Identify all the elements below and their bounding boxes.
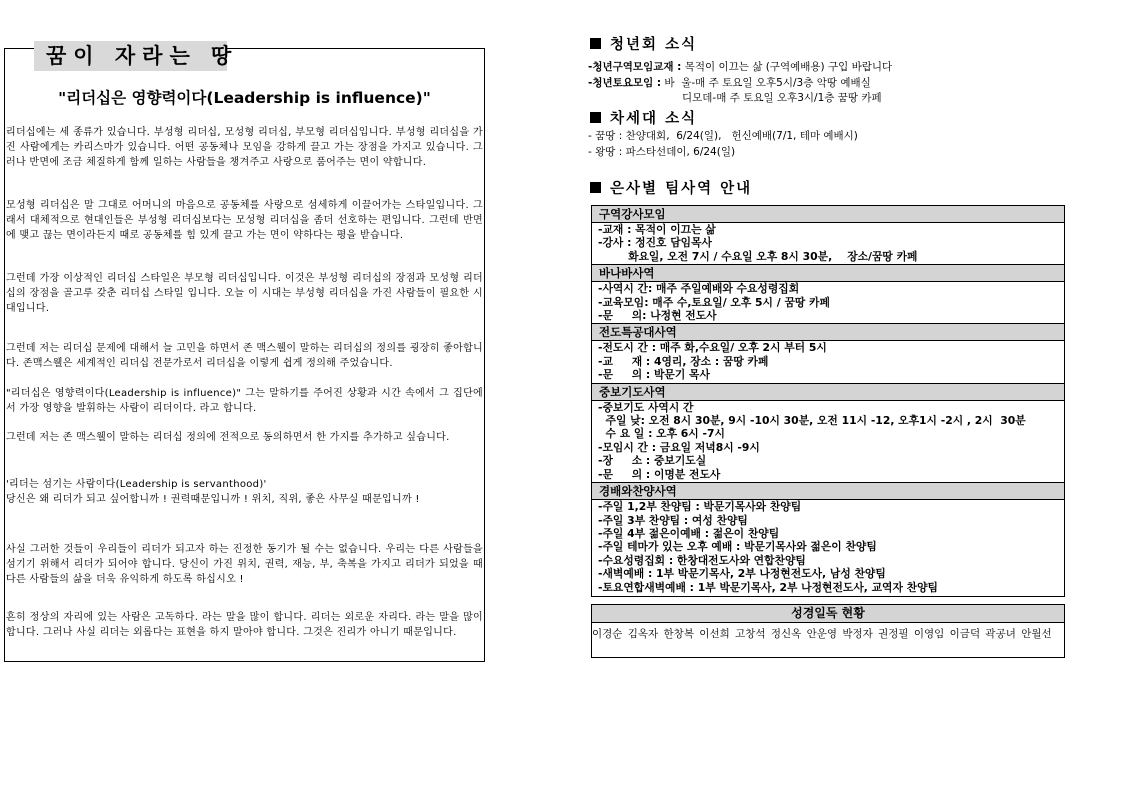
- square-bullet-icon: [590, 38, 601, 49]
- schedule-line: 수 요 일 : 오후 6시 -7시: [598, 427, 725, 441]
- schedule-line: 주일 낮: 오전 8시 30분, 9시 -10시 30분, 오전 11시 -12, 오후1시 -2시 , 2시 30분: [598, 414, 1026, 428]
- paragraph-8: 당신은 왜 리더가 되고 싶어합니까 ! 권력때문입니까 ! 위치, 직위, 좋은 사무실 때문입니까 !: [6, 494, 420, 505]
- section-heading: 바나바사역: [592, 264, 1064, 282]
- paragraph-3: 그런데 가장 이상적인 리더십 스타일은 부모형 리더십입니다. 이것은 부성형 리더십의 장점과 모성형 리더십의 장점을 골고루 갖춘 리더십 스타일 입니다. 오늘 이 시대는 부성형 리더십을 가진 사람들이 필요한 시대입니다.: [6, 273, 483, 314]
- schedule-line: 화요일, 오전 7시 / 수요일 오후 8시 30분, 장소/꿈땅 카페: [598, 249, 918, 263]
- column-title: 꿈이 자라는 땅: [34, 41, 227, 71]
- square-bullet-icon: [590, 112, 601, 123]
- section-heading: 전도특공대사역: [592, 323, 1064, 341]
- youth-news-line: -청년토요모임 : 바 울-매 주 토요일 오후5시/3층 악땅 예배실: [588, 77, 871, 89]
- youth-news-title: 청년회 소식: [590, 33, 697, 54]
- nextgen-news-line: - 왕땅 : 파스타선데이, 6/24(일): [588, 146, 736, 158]
- schedule-line: -주일 1,2부 찬양팀 : 박문기목사와 찬양팀: [598, 500, 802, 514]
- paragraph-1: 리더십에는 세 종류가 있습니다. 부성형 리더십, 모성형 리더십, 부모형 리더십입니다. 부성형 리더십을 가진 사람에게는 카리스마가 있습니다. 어떤 공동체나 모임을 강하게 끌고 가는 장점을 가지고 있습니다. 그러나 반면에 조금 체질하게 함께 일하는 사람들을 챙겨주고 사랑으로 품어주는 면이 약합니다.: [6, 127, 483, 168]
- schedule-line: -토요연합새벽예배 : 1부 박문기목사, 2부 나정현전도사, 교역자 찬양팀: [598, 580, 938, 594]
- schedule-line: -수요성령집회 : 한창대전도사와 연합찬양팀: [598, 553, 806, 567]
- paragraph-9: 사실 그러한 것들이 우리들이 리더가 되고자 하는 진정한 동기가 될 수는 없습니다. 우리는 다른 사람들을 섬기기 위해서 리더가 되어야 합니다. 당신이 가진 위치, 권력, 재능, 부, 축복을 가지고 리더가 되었을 때 다른 사람들의 삶을 더욱 유익하게 하도록 하십시오 !: [6, 544, 483, 585]
- section-heading: 구역강사모임: [592, 206, 1064, 223]
- schedule-line: -중보기도 사역시 간: [598, 400, 694, 414]
- paragraph-2: 모성형 리더십은 말 그대로 어머니의 마음으로 공동체를 사랑으로 섬세하게 이끌어가는 스타일입니다. 그래서 대체적으로 현대인들은 부성형 리더십보다는 모성형 리더십을 좀더 선호하는 편입니다. 그런데 반면에 맺고 끊는 면이라든지 때로 공동체를 힘 있게 끌고 가는 면이 약하다는 평을 받습니다.: [6, 200, 483, 241]
- schedule-line: -사역시 간: 매주 주일예배와 수요성령집회: [598, 282, 800, 296]
- schedule-line: -문 의 : 이명분 전도사: [598, 467, 721, 481]
- schedule-line: -장 소 : 중보기도실: [598, 454, 707, 468]
- paragraph-4: 그런데 저는 리더십 문제에 대해서 늘 고민을 하면서 존 맥스웰이 말하는 리더십의 정의를 굉장히 좋아합니다. 존맥스웰은 세계적인 리더십 전문가로서 리더십을 이렇게 쉽게 정의해 주었습니다.: [6, 343, 483, 369]
- schedule-line: -주일 테마가 있는 오후 예배 : 박문기목사와 젊은이 찬양팀: [598, 540, 877, 554]
- ministry-schedule-box: [591, 205, 1065, 597]
- bible-reading-title: 성경일독 현황: [592, 605, 1064, 623]
- schedule-line: -전도시 간 : 매주 화,수요일/ 오후 2시 부터 5시: [598, 341, 827, 355]
- schedule-line: -새벽예배 : 1부 박문기목사, 2부 나정현전도사, 남성 찬양팀: [598, 567, 886, 581]
- paragraph-10: 흔히 정상의 자리에 있는 사람은 고독하다. 라는 말을 많이 합니다. 리더는 외로운 자리다. 라는 말을 많이 합니다. 그러나 사실 리더는 외롭다는 표현을 하지 말아야 합니다. 그것은 진리가 아니기 때문입니다.: [6, 612, 483, 638]
- schedule-line: -모임시 간 : 금요일 저녁8시 -9시: [598, 440, 760, 454]
- section-heading: 중보기도사역: [592, 383, 1064, 401]
- schedule-line: -교재 : 목적이 이끄는 삶: [598, 223, 716, 236]
- schedule-line: -교육모임: 매주 수,토요일/ 오후 5시 / 꿈땅 카페: [598, 295, 830, 309]
- paragraph-6: 그런데 저는 존 맥스웰이 말하는 리더십 정의에 전적으로 동의하면서 한 가지를 추가하고 싶습니다.: [6, 432, 450, 443]
- article-headline: "리더십은 영향력이다(Leadership is influence)": [58, 89, 431, 107]
- youth-news-line: -청년구역모임교재 : 목적이 이끄는 삶 (구역예배용) 구입 바랍니다: [588, 61, 893, 73]
- square-bullet-icon: [590, 182, 601, 193]
- schedule-line: -문 의: 나정현 전도사: [598, 309, 717, 323]
- schedule-line: -문 의 : 박문기 목사: [598, 368, 710, 382]
- paragraph-7: '리더는 섬기는 사람이다(Leadership is servanthood)': [6, 479, 267, 490]
- schedule-line: -주일 4부 젊은이예배 : 젊은이 찬양팀: [598, 526, 780, 540]
- section-heading: 경배와찬양사역: [592, 482, 1064, 500]
- nextgen-news-line: - 꿈땅 : 찬양대회, 6/24(일), 헌신예배(7/1, 테마 예배시): [588, 130, 858, 142]
- ministry-title: 은사별 팀사역 안내: [590, 177, 752, 198]
- paragraph-5: "리더십은 영향력이다(Leadership is influence)" 그는 말하기를 주어진 상황과 시간 속에서 그 집단에서 가장 영향을 발휘하는 사람이 리더이다. 라고 합니다.: [6, 388, 483, 414]
- schedule-line: -강사 : 정진호 담임목사: [598, 236, 712, 250]
- bible-reading-names: 이경순 김옥자 한창복 이선희 고창석 정신옥 안운영 박정자 권정필 이영임 이금덕 곽공녀 안월선: [592, 628, 1052, 640]
- schedule-line: -교 재 : 4영리, 장소 : 꿈땅 카페: [598, 354, 769, 368]
- youth-news-line: 디모데-매 주 토요일 오후3시/1층 꿈땅 카페: [682, 92, 882, 104]
- nextgen-news-title: 차세대 소식: [590, 107, 697, 128]
- schedule-line: -주일 3부 찬양팀 : 여성 찬양팀: [598, 513, 748, 527]
